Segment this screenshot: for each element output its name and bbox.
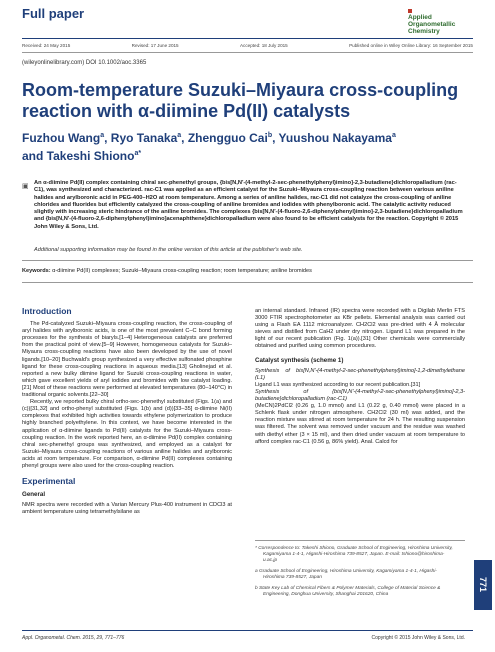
abstract: An α-diimine Pd(II) complex containing chiral sec-phenethyl groups, {bis[N,N′-(4-methyl-2-sec-phenethylphenyl)imino]-2,3-butadiene}dichloropalladium (rac-C1), was synthesized and characterized. rac-C1 was applied as an efficient catalyst for the Suzuki–Miyaura cross-coupling reaction between various aniline halides and arylboronic acid in PEG-400–H2O at room temperature. Among a series of aniline halides, rac-C1 did not catalyze the cross-coupling of aniline chlorides and fluorides but efficiently catalyzed the cross-coupling of aniline bromides and iodides with phenylboronic acid. The catalytic activity reduced slightly with increasing steric hindrance of the aniline bromides. The complexes {bis[N,N′-(4-fluoro-2,6-diphenylphenyl)imino]-2,3-butadiene}dichloropalladium and {bis[N,N′-(4-fluoro-2,6-diphenylphenyl)imino]acenaphthene}dichloropalladium were also found to be efficient catalysts for the reaction. Copyright © 2015 John Wiley & Sons, Ltd. — [34, 180, 463, 230]
logo-line-3: Chemistry — [408, 28, 440, 35]
right-paragraph-1: an internal standard. Infrared (IR) spectra were recorded with a Digilab Merlin FTS 3000 FTIR spectrophotometer as KBr pellets. Elemental analysis was carried out using a Flash EA 1112 microanalyzer. CH2Cl2 was pre-dried with 4 Å molecular sieves and distilled from CaH2 under dry nitrogen. Ligand L1 was prepared in the light of our recent publication (Fig. 1(a)).[31] Other chemicals were commercially obtained and purified using common procedures. — [255, 308, 465, 350]
introduction-heading: Introduction — [22, 306, 72, 316]
affil-sup: b — [267, 132, 273, 139]
footnote-correspondence: * Correspondence to: Takeshi Shiono, Graduate School of Engineering, Hiroshima University, Kagamiyama 1-4-1, Higashi-Hiroshima 739-8527, Japan. E-mail: tshiono@hiroshima-u.ac.jp — [255, 546, 453, 563]
general-paragraph: NMR spectra were recorded with a Varian Mercury Plus-400 instrument in CDCl3 at ambient temperature using tetramethylsilane as — [22, 502, 232, 516]
experimental-heading: Experimental — [22, 476, 76, 487]
general-heading: General — [22, 491, 46, 499]
author-list — [22, 128, 462, 164]
ligand-synthesis-subheading: Synthesis of bis[N,N′-(4-methyl-2-sec-phenethylphenyl)imino]-1,2-dimethylethane (L1) — [255, 367, 465, 381]
abstract-icon: ▣ — [22, 183, 29, 190]
keywords-rule-bottom — [22, 282, 473, 283]
footnote-affiliation-b: b State Key Lab of Chemical Fibers & Polymer Materials, College of Material Science & Engineering, Donghua University, Shanghai 201620, China — [255, 586, 441, 597]
footer-rule — [22, 630, 473, 631]
author-5: and Takeshi Shiono — [22, 149, 135, 163]
doi-line[interactable]: (wileyonlinelibrary.com) DOI 10.1002/aoc.3365 — [22, 60, 147, 66]
date-received: Received: 24 May 2015 — [22, 43, 71, 48]
header-rule — [22, 38, 473, 39]
keywords-list: α-diimine Pd(II) complexes; Suzuki–Miyaura cross-coupling reaction; room temperature; aniline bromides — [50, 268, 312, 274]
affil-sup: a — [391, 132, 396, 139]
affil-sup: a — [100, 132, 105, 139]
date-published: Published online in Wiley Online Library: 16 September 2015 — [349, 43, 473, 48]
article-title: Room-temperature Suzuki–Miyaura cross-coupling reaction with α-diimine Pd(II) catalysts — [22, 80, 459, 121]
left-column — [22, 308, 232, 516]
date-revised: Revised: 17 June 2015 — [131, 43, 179, 48]
logo-mark-icon — [408, 9, 412, 13]
journal-logo — [408, 9, 470, 35]
citation-footer: Appl. Organometal. Chem. 2015, 29, 771–776 — [22, 635, 125, 641]
page-number-tab: 771 — [474, 560, 492, 610]
ligand-synthesis-text: Ligand L1 was synthesized according to our recent publication.[31] — [255, 381, 421, 388]
author-3: , Zhengguo Cai — [181, 131, 268, 145]
author-2: , Ryo Tanaka — [104, 131, 178, 145]
copyright-footer: Copyright © 2015 John Wiley & Sons, Ltd. — [371, 635, 465, 641]
right-column — [255, 308, 465, 446]
affil-sup: a — [177, 132, 182, 139]
author-4: , Yuushou Nakayama — [272, 131, 392, 145]
keywords-label: Keywords: — [22, 268, 51, 274]
date-accepted: Accepted: 18 July 2015 — [239, 43, 288, 48]
dates-rule — [22, 52, 473, 53]
author-1: Fuzhou Wang — [22, 131, 101, 145]
intro-paragraph-1: The Pd-catalyzed Suzuki–Miyaura cross-coupling reaction, the cross-coupling of aryl halides with arylboronic acids, is one of the most prevalent C–C bond forming processes for the synthesis of biaryls.[1–4] Heterogeneous catalysts are preferred from the practical point of view.[5–9] However, homogeneous catalysts for Suzuki–Miyaura cross-coupling reactions have also been developed by the use of novel ligands.[10–20] Buchwald's group synthesized a very effective sulfonated phosphine ligand for these cross-coupling reactions in aqueous media.[13] Gholinejad et al. reported a new bulky diimine ligand for Suzuki cross-coupling reactions in water, which gave excellent yields of aryl iodides and bromides with low catalyst loading.[21] Most of these reactions were performed at elevated temperatures (80–140°C) in traditional organic solvents.[22–30] — [22, 321, 232, 399]
footnote-rule — [255, 540, 465, 541]
publication-dates — [22, 43, 473, 48]
affil-sup: a* — [134, 150, 142, 157]
article-type-label: Full paper — [22, 6, 85, 21]
catalyst-synthesis-heading: Catalyst synthesis (scheme 1) — [255, 356, 344, 364]
footnotes — [255, 546, 455, 603]
complex-synthesis-text: (MeCN)2PdCl2 (0.26 g, 1.0 mmol) and L1 (0.22 g, 0.40 mmol) were placed in a Schlenk flask under nitrogen atmosphere. CH2Cl2 (30 ml) was added, and the reaction mixture was stirred at room temperature for 24 h. The resulting suspension was filtered. The solvent was removed under vacuum and the residue was washed with diethyl ether (3 × 15 ml), and then dried under vacuum at room temperature to afford complex rac-C1 (0.56 g, 86% yield). Anal. Calcd for — [255, 403, 465, 445]
keywords — [22, 268, 462, 274]
logo-line-2: Organometallic — [408, 21, 456, 28]
intro-paragraph-2: Recently, we reported bulky chiral ortho-sec-phenethyl substituted (Figs. 1(a) and (c))[31,32] and ortho-phenyl substituted (Figs. 1(b) and (d))[33–35] α-diimine Ni(II) complexes that exhibited high activities towards ethylene polymerization to produce highly branched polyethylene. In this context, we have become interested in the application of α-diimine ligands to Pd(II) catalysts for the Suzuki–Miyaura cross-coupling reaction. In the work reported here, an α-diimine Pd(II) complex containing chiral sec-phenethyl groups was synthesized, and employed as a catalyst for Suzuki–Miyaura cross-coupling reactions of various aniline halides and arylboronic acids at room temperature. For comparison, α-diimine Pd(II) complexes containing phenyl groups were also used for the cross-coupling reaction. — [22, 399, 232, 469]
footnote-affiliation-a: a Graduate School of Engineering, Hiroshima University, Kagamiyama 1-4-1, Higashi-Hiroshima 739-8527, Japan — [255, 569, 438, 580]
complex-synthesis-subheading: Synthesis of {bis[N,N′-(4-methyl-2-sec-phenethylphenyl)imino]-2,3-butadiene}dichloropalladium (rac-C1) — [255, 388, 465, 403]
logo-line-1: Applied — [408, 14, 432, 21]
supporting-info-note: Additional supporting information may be found in the online version of this article at the publisher's web site. — [34, 247, 303, 253]
keywords-rule-top — [22, 260, 473, 261]
